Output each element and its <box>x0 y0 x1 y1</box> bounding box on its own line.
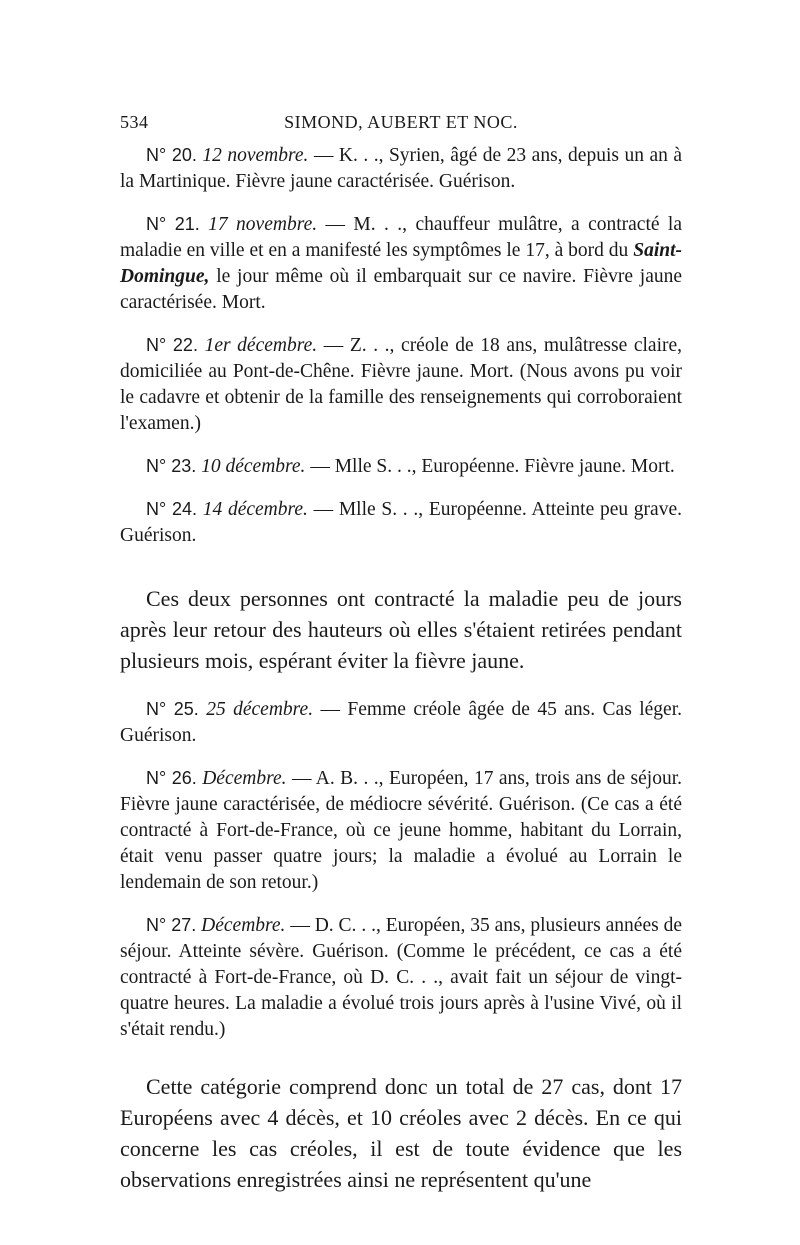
case-entry-22 <box>120 332 682 437</box>
ship-name: Saint-Domingue, <box>120 240 682 287</box>
case-number: N° 22. <box>146 335 198 355</box>
case-entry-26 <box>120 765 682 896</box>
case-date: 10 décembre. <box>201 456 306 477</box>
spacer <box>120 565 682 583</box>
case-entry-23 <box>120 453 682 480</box>
running-head <box>120 112 682 142</box>
case-text: — Mlle S. . ., Européenne. Fièvre jaune. Mort. <box>310 456 675 477</box>
case-text: — Z. . ., créole de 18 ans, mulâtresse claire, domiciliée au Pont-de-Chêne. Fièvre jaune. Mort. (Nous avons pu voir le cadavre et obtenir de la famille des renseignements qui corroboraient l'examen.) <box>120 335 683 434</box>
case-entry-21 <box>120 211 682 316</box>
summary-paragraph: Cette catégorie comprend donc un total de 27 cas, dont 17 Européens avec 4 décès, et 10 créoles avec 2 décès. En ce qui concerne les cas créoles, il est de toute évidence que les observations enregistrées ainsi ne représentent qu'une <box>120 1074 682 1192</box>
case-text: — K. . ., Syrien, âgé de 23 ans, depuis un an à la Martinique. Fièvre jaune caractérisée. Guérison. <box>120 145 682 192</box>
spacer <box>120 1059 682 1071</box>
case-date: 12 novembre. <box>202 145 309 166</box>
case-text: — Femme créole âgée de 45 ans. Cas léger. Guérison. <box>120 699 682 746</box>
case-date: 25 décembre. <box>206 699 314 720</box>
case-number: N° 23. <box>146 456 197 476</box>
case-entry-24 <box>120 496 682 549</box>
case-date: 17 novembre. <box>208 214 318 235</box>
case-date: Décembre. <box>201 915 286 936</box>
case-text: — D. C. . ., Européen, 35 ans, plusieurs années de séjour. Atteinte sévère. Guérison. (Comme le précédent, ce cas a été contracté à Fort-de-France, où D. C. . ., avait fait un séjour de vingt-quatre heures. La maladie a évolué trois jours après à l'usine Vivé, où il s'était rendu.) <box>120 915 682 1040</box>
case-text-continued: le jour même où il embarquait sur ce navire. Fièvre jaune caractérisée. Mort. <box>120 266 683 313</box>
case-number: N° 27. <box>146 915 197 935</box>
page-number: 534 <box>120 112 149 132</box>
case-entry-27 <box>120 912 682 1043</box>
case-date: Décembre. <box>202 768 287 789</box>
case-text: — A. B. . ., Européen, 17 ans, trois ans de séjour. Fièvre jaune caractérisée, de médiocre sévérité. Guérison. (Ce cas a été contracté à Fort-de-France, où ce jeune homme, habitant du Lorrain, était venu passer quatre jours; la maladie a évolué au Lorrain le lendemain de son retour.) <box>120 768 683 893</box>
case-date: 1er décembre. <box>204 335 318 356</box>
case-number: N° 25. <box>146 699 199 719</box>
document-page <box>120 112 682 1215</box>
case-entry-25 <box>120 696 682 749</box>
case-number: N° 21. <box>146 214 200 234</box>
case-date: 14 décembre. <box>202 499 308 520</box>
case-entry-20 <box>120 142 682 195</box>
case-number: N° 20. <box>146 145 197 165</box>
case-number: N° 26. <box>146 768 197 788</box>
case-text: — Mlle S. . ., Européenne. Atteinte peu grave. Guérison. <box>120 499 682 546</box>
commentary-paragraph: Ces deux personnes ont contracté la maladie peu de jours après leur retour des hauteurs où elles s'étaient retirées pendant plusieurs mois, espérant éviter la fièvre jaune. <box>120 586 682 673</box>
case-number: N° 24. <box>146 499 198 519</box>
running-title: SIMOND, AUBERT ET NOC. <box>284 112 518 132</box>
case-text: — M. . ., chauffeur mulâtre, a contracté la maladie en ville et en a manifesté les symptômes le 17, à bord du <box>120 214 682 261</box>
